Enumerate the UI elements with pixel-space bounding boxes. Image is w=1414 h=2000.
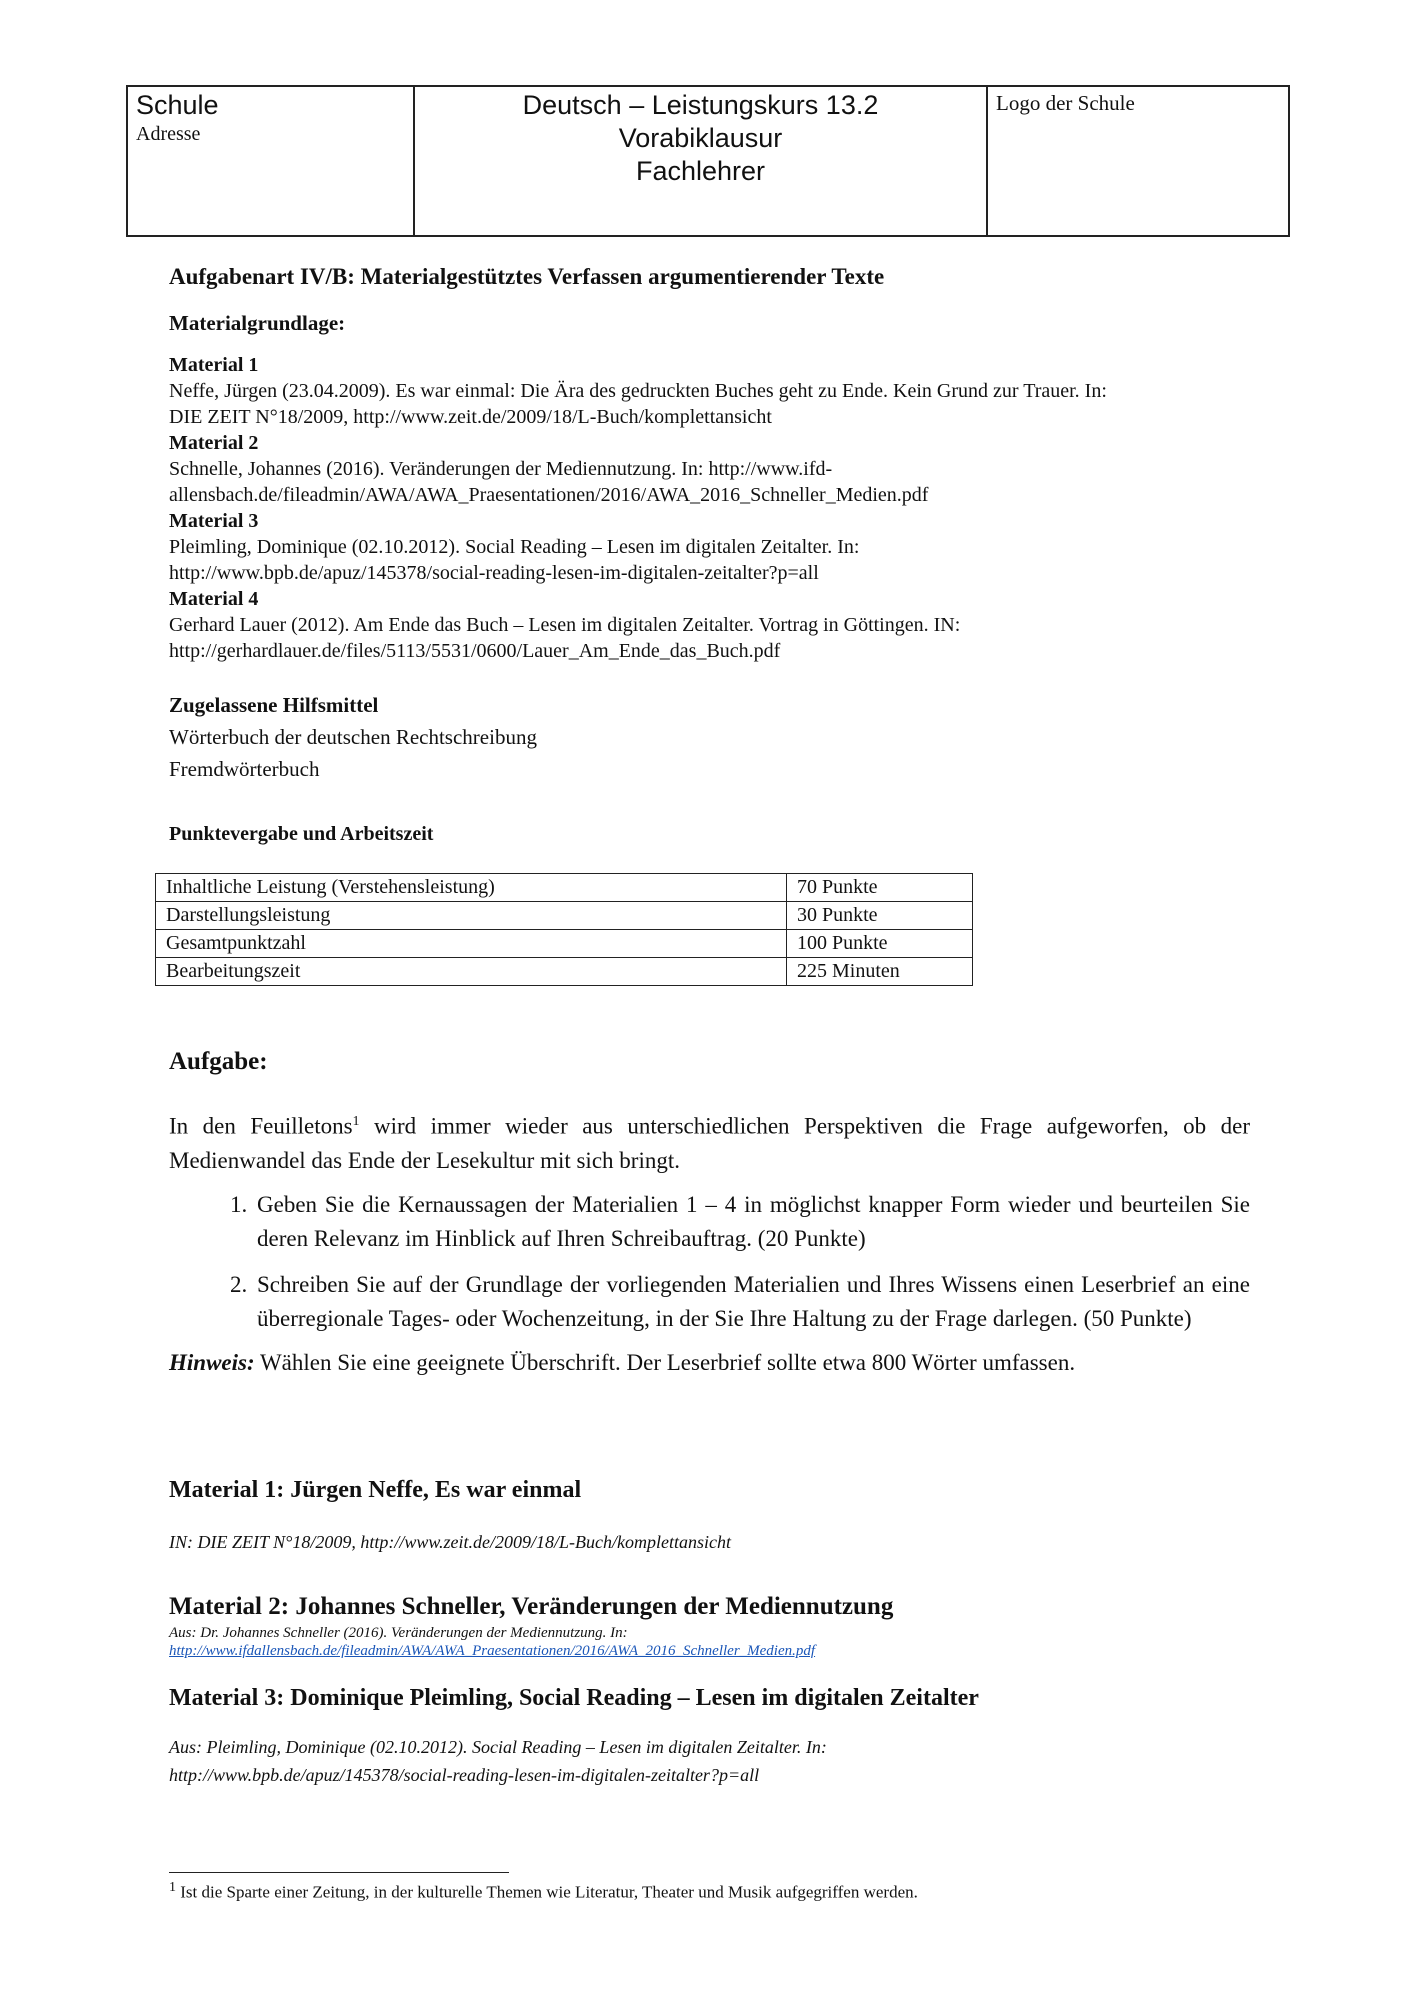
table-cell: Bearbeitungszeit (156, 958, 787, 986)
material-2-link[interactable]: http://www.ifdallensbach.de/fileadmin/AWA/AWA_Praesentationen/2016/AWA_2016_Schneller_Medien.pdf (169, 1643, 816, 1659)
task-intro-start: In den Feuilletons (169, 1113, 353, 1139)
footnote-mark: 1 (169, 1880, 176, 1895)
header-school-cell (128, 87, 415, 235)
footnote-separator (169, 1872, 509, 1873)
table-cell: 100 Punkte (787, 930, 973, 958)
points-table (155, 873, 973, 986)
task-intro-rest: wird immer wieder aus unterschiedlichen Perspektiven die Frage aufgeworfen, ob der Medienwandel das Ende der Lesekultur mit sich bringt. (169, 1113, 1251, 1173)
materials-heading: Materialgrundlage: (169, 311, 346, 335)
material-entry (169, 508, 1279, 586)
material-line: allensbach.de/fileadmin/AWA/AWA_Praesentationen/2016/AWA_2016_Schneller_Medien.pdf (169, 484, 929, 506)
header-title-cell (415, 87, 988, 235)
table-row (156, 930, 973, 958)
task-intro (169, 1105, 1250, 1178)
task-list (169, 1188, 1250, 1336)
material-line: DIE ZEIT N°18/2009, http://www.zeit.de/2009/18/L-Buch/komplettansicht (169, 406, 772, 428)
materials-list (169, 352, 1279, 664)
exam-type: Vorabiklausur (618, 123, 783, 153)
material-entry (169, 430, 1279, 508)
material-line: Gerhard Lauer (2012). Am Ende das Buch – Lesen im digitalen Zeitalter. Vortrag in Göttingen. IN: (169, 614, 961, 636)
logo-placeholder: Logo der Schule (996, 91, 1135, 115)
material-line: Schnelle, Johannes (2016). Veränderungen der Mediennutzung. In: http://www.ifd- (169, 458, 833, 480)
header-table (126, 85, 1290, 237)
table-row (156, 874, 973, 902)
material-1-title: Material 1: Jürgen Neffe, Es war einmal (169, 1477, 582, 1503)
material-2-title: Material 2: Johannes Schneller, Veränderungen der Mediennutzung (169, 1593, 894, 1620)
material-2-source: Aus: Dr. Johannes Schneller (2016). Veränderungen der Mediennutzung. In: (169, 1625, 628, 1641)
aid-item: Wörterbuch der deutschen Rechtschreibung (169, 725, 537, 749)
table-cell: Darstellungsleistung (156, 902, 787, 930)
material-entry (169, 586, 1279, 664)
school-address: Adresse (136, 123, 201, 145)
aid-item: Fremdwörterbuch (169, 757, 320, 781)
table-cell: Gesamtpunktzahl (156, 930, 787, 958)
assignment-type-heading: Aufgabenart IV/B: Materialgestütztes Verfassen argumentierender Texte (169, 264, 885, 289)
material-line: Neffe, Jürgen (23.04.2009). Es war einmal: Die Ära des gedruckten Buches geht zu Ende. Kein Grund zur Trauer. In: (169, 380, 1107, 402)
table-row (156, 902, 973, 930)
hint-text: Wählen Sie eine geeignete Überschrift. Der Leserbrief sollte etwa 800 Wörter umfassen. (254, 1349, 1076, 1375)
table-cell: 70 Punkte (787, 874, 973, 902)
material-3-title: Material 3: Dominique Pleimling, Social Reading – Lesen im digitalen Zeitalter (169, 1685, 979, 1711)
material-3-source: Aus: Pleimling, Dominique (02.10.2012). Social Reading – Lesen im digitalen Zeitalter. In: (169, 1737, 827, 1757)
material-3-source-url: http://www.bpb.de/apuz/145378/social-reading-lesen-im-digitalen-zeitalter?p=all (169, 1765, 760, 1785)
material-label: Material 2 (169, 432, 259, 454)
aids-heading: Zugelassene Hilfsmittel (169, 693, 379, 717)
footnote (169, 1880, 918, 1903)
task-heading: Aufgabe: (169, 1048, 268, 1075)
table-row (156, 958, 973, 986)
task-item: 1. Geben Sie die Kernaussagen der Materialien 1 – 4 in möglichst knapper Form wieder und beurteilen Sie deren Relevanz im Hinblick auf Ihren Schreibauftrag. (20 Punkte) (253, 1188, 1250, 1256)
footnote-ref: 1 (352, 1114, 360, 1129)
footnote-text: Ist die Sparte einer Zeitung, in der kulturelle Themen wie Literatur, Theater und Musik aufgegriffen werden. (176, 1882, 918, 1902)
table-cell: 225 Minuten (787, 958, 973, 986)
course-title: Deutsch – Leistungskurs 13.2 (522, 90, 879, 120)
points-heading: Punktevergabe und Arbeitszeit (169, 823, 434, 845)
material-label: Material 1 (169, 354, 259, 376)
hint-label: Hinweis: (169, 1349, 255, 1375)
material-line: http://gerhardlauer.de/files/5113/5531/0600/Lauer_Am_Ende_das_Buch.pdf (169, 640, 781, 662)
material-1-source: IN: DIE ZEIT N°18/2009, http://www.zeit.de/2009/18/L-Buch/komplettansicht (169, 1532, 732, 1552)
header-logo-cell (988, 87, 1288, 235)
task-body (169, 1105, 1250, 1380)
teacher: Fachlehrer (635, 156, 766, 186)
material-line: http://www.bpb.de/apuz/145378/social-reading-lesen-im-digitalen-zeitalter?p=all (169, 562, 819, 584)
school-name: Schule (136, 90, 219, 120)
material-label: Material 4 (169, 588, 259, 610)
table-cell: Inhaltliche Leistung (Verstehensleistung) (156, 874, 787, 902)
material-label: Material 3 (169, 510, 259, 532)
material-entry (169, 352, 1279, 430)
table-cell: 30 Punkte (787, 902, 973, 930)
material-line: Pleimling, Dominique (02.10.2012). Social Reading – Lesen im digitalen Zeitalter. In: (169, 536, 860, 558)
hint (169, 1346, 1250, 1380)
task-item: 2. Schreiben Sie auf der Grundlage der vorliegenden Materialien und Ihres Wissens einen Leserbrief an eine überregionale Tages- oder Wochenzeitung, in der Sie Ihre Haltung zu der Frage darlegen. (50 Punkte) (253, 1268, 1250, 1336)
